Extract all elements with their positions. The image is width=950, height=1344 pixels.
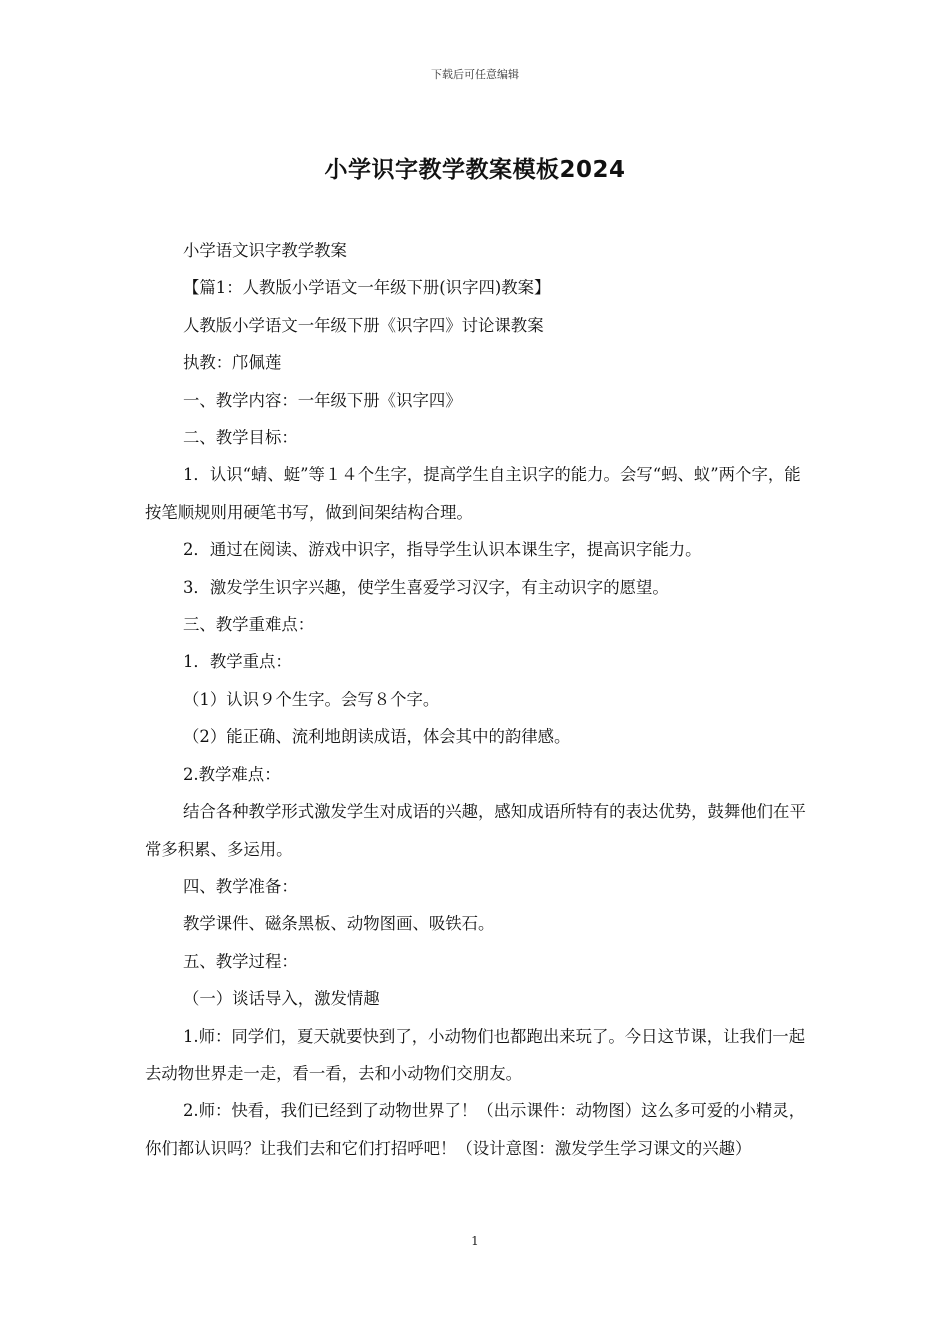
paragraph-goal-2: 2．通过在阅读、游戏中识字，指导学生认识本课生字，提高识字能力。	[183, 540, 702, 560]
document-body	[145, 232, 815, 1167]
paragraph-process-2: 2.师：快看，我们已经到了动物世界了！（出示课件：动物图）这么多可爱的小精灵，你们都认识吗？让我们去和它们打招呼吧！（设计意图：激发学生学习课文的兴趣）	[145, 1101, 806, 1158]
paragraph-key-point-2: （2）能正确、流利地朗读成语，体会其中的韵律感。	[183, 727, 571, 747]
paragraph-key-point: 1．教学重点：	[183, 652, 292, 672]
paragraph-difficulty-heading: 2.教学难点：	[183, 764, 281, 784]
paragraph-lesson-title: 人教版小学语文一年级下册《识字四》讨论课教案	[183, 315, 544, 335]
paragraph-goal-3: 3．激发学生识字兴趣，使学生喜爱学习汉字，有主动识字的愿望。	[183, 577, 669, 597]
paragraph-section-heading: 【篇1：人教版小学语文一年级下册(识字四)教案】	[183, 278, 551, 298]
paragraph-subtitle: 小学语文识字教学教案	[183, 241, 347, 260]
paragraph-teacher: 执教：邝佩莲	[183, 353, 282, 373]
paragraph-process-step-1: （一）谈话导入，激发情趣	[183, 989, 380, 1009]
document-title: 小学识字教学教案模板2024	[324, 157, 626, 183]
paragraph-key-point-1: （1）认识９个生字。会写８个字。	[183, 689, 440, 709]
paragraph-difficulty: 结合各种教学形式激发学生对成语的兴趣，感知成语所特有的表达优势，鼓舞他们在平常多积累、多运用。	[145, 802, 806, 859]
paragraph-key-points-heading: 三、教学重难点：	[183, 615, 315, 635]
page-header: 下载后可任意编辑	[431, 68, 519, 81]
paragraph-process-1: 1.师：同学们，夏天就要快到了，小动物们也都跑出来玩了。今日这节课，让我们一起去动物世界走一走，看一看，去和小动物们交朋友。	[145, 1026, 806, 1083]
paragraph-preparation-heading: 四、教学准备：	[183, 876, 298, 896]
page-number: 1	[471, 1234, 479, 1248]
paragraph-goal-1: 1．认识“蜻、蜓”等１４个生字，提高学生自主识字的能力。会写“蚂、蚁”两个字，能按笔顺规则用硬笔书写，做到间架结构合理。	[145, 465, 801, 522]
paragraph-goals-heading: 二、教学目标：	[183, 428, 298, 448]
paragraph-process-heading: 五、教学过程：	[183, 951, 298, 971]
paragraph-content-heading: 一、教学内容：一年级下册《识字四》	[183, 390, 462, 410]
paragraph-preparation: 教学课件、磁条黑板、动物图画、吸铁石。	[183, 914, 495, 934]
